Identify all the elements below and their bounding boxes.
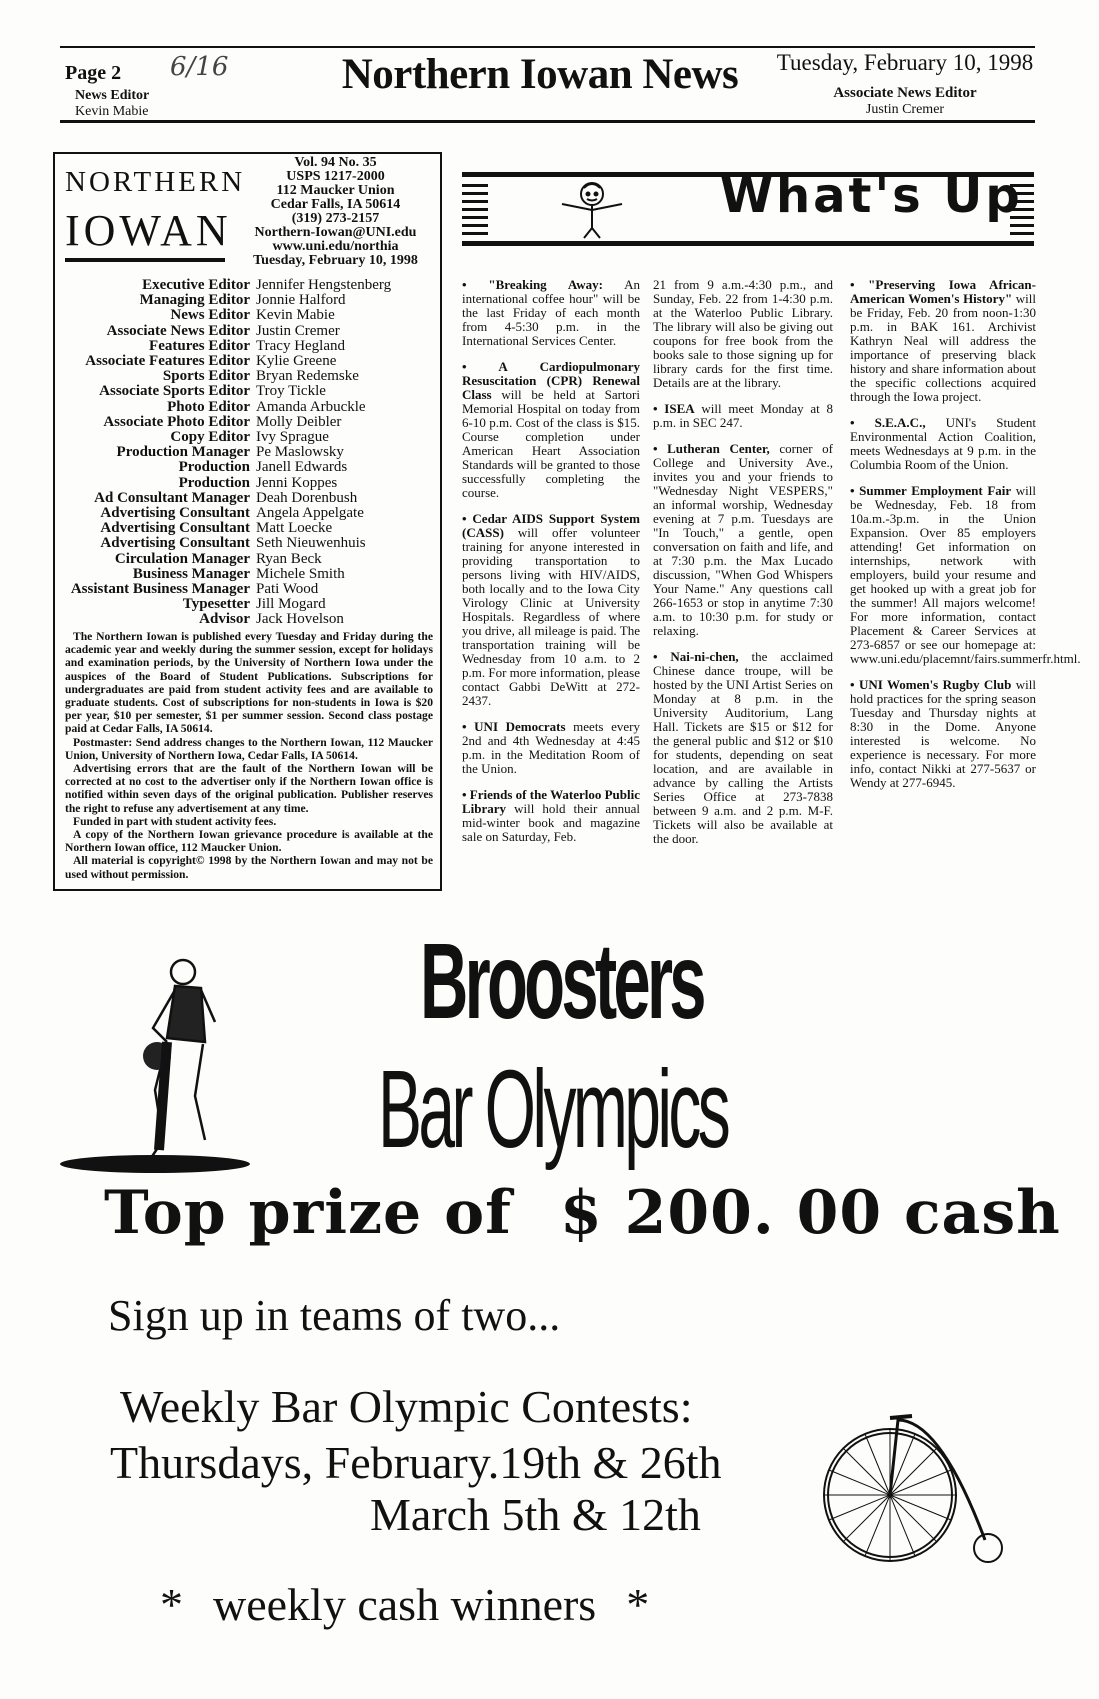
staff-role: Circulation Manager xyxy=(114,550,250,567)
staff-row xyxy=(60,369,435,384)
whats-up-column-1 xyxy=(462,278,640,856)
announcement-heading: • UNI Democrats xyxy=(462,719,566,734)
ad-winners xyxy=(160,1578,649,1631)
pub-line: USPS 1217-2000 xyxy=(286,169,385,184)
staff-name: Matt Loecke xyxy=(256,520,333,537)
announcement-text: meets every 2nd and 4th Wednesday at 4:45 p.m. in the Meditation Room of the Union. xyxy=(462,719,640,776)
staff-role: Production xyxy=(178,459,250,476)
pub-line: www.uni.edu/northia xyxy=(272,239,399,254)
staff-row xyxy=(60,384,435,399)
announcement-text: will be Wednesday, Feb. 18 from 10a.m.-3p.m. in the Union Expansion. Over 85 employers attending! Get information on internships, network with employers, build your resume and get hooked up with a great job for the summer! All majors welcome! For more information, contact Placement & Career Services at 273-6857 or see our homepage at: www.uni.edu/placemnt/fairs.summerfr.html. xyxy=(850,483,1081,666)
staff-name: Ivy Sprague xyxy=(256,429,329,446)
ad-title-bar-olympics: Bar Olympics xyxy=(378,1048,728,1171)
staff-row xyxy=(60,552,435,567)
staff-name: Jennifer Hengstenberg xyxy=(256,277,392,293)
notice-paragraph: A copy of the Northern Iowan grievance procedure is available at the Northern Iowan office, 112 Maucker Union. xyxy=(65,828,433,855)
page-title: Northern Iowan News xyxy=(341,51,739,98)
staff-name: Molly Deibler xyxy=(256,413,342,430)
handwritten-note: 6/16 xyxy=(170,52,229,82)
assoc-editor-name: Justin Cremer xyxy=(865,102,945,117)
staff-role: Typesetter xyxy=(182,596,250,613)
announcement-item xyxy=(462,278,640,348)
staff-row xyxy=(60,445,435,460)
publication-notice xyxy=(65,630,433,881)
staff-name: Janell Edwards xyxy=(256,459,348,476)
staff-role: Production Manager xyxy=(116,444,250,461)
pub-line: Northern-Iowan@UNI.edu xyxy=(254,225,417,240)
whats-up-column-3 xyxy=(850,277,1081,802)
staff-role: Advertising Consultant xyxy=(100,535,250,552)
announcement-item xyxy=(850,678,1036,790)
logo-iowan: IOWAN xyxy=(65,206,232,255)
staff-role: Photo Editor xyxy=(167,398,250,415)
staff-role: Executive Editor xyxy=(142,277,250,293)
star-left: * xyxy=(160,1579,183,1630)
news-editor-name: Kevin Mabie xyxy=(75,104,149,119)
announcement-heading: • A Cardiopulmonary Resuscitation (CPR) Renewal Class xyxy=(462,359,640,402)
pub-line: 112 Maucker Union xyxy=(276,183,395,198)
staff-name: Justin Cremer xyxy=(256,322,340,339)
announcement-item xyxy=(653,442,833,638)
staff-name: Kevin Mabie xyxy=(256,307,335,324)
staff-role: Features Editor xyxy=(149,337,250,354)
staff-name: Jack Hovelson xyxy=(256,611,344,628)
announcement-heading: • Nai-ni-chen, xyxy=(653,649,739,664)
staff-role: Production xyxy=(178,474,250,491)
ad-signup: Sign up in teams of two... xyxy=(108,1291,561,1340)
staff-row xyxy=(60,354,435,369)
announcement-item xyxy=(462,512,640,708)
staff-name: Jonnie Halford xyxy=(256,292,346,309)
staff-role: Associate News Editor xyxy=(106,322,250,339)
staff-name: Jill Mogard xyxy=(256,596,326,613)
announcement-heading: • Cedar AIDS Support System (CASS) xyxy=(462,511,640,540)
basketball-player-illustration xyxy=(55,950,265,1175)
staff-row xyxy=(60,293,435,308)
announcement-heading: • "Preserving Iowa African-American Women's History" xyxy=(850,277,1036,306)
notice-paragraph: Advertising errors that are the fault of the Northern Iowan will be corrected at no cost to the advertiser only if the Northern Iowan office is notified within seven days of the original publication. Publisher reserves the right to refuse any advertisement at any time. xyxy=(65,762,433,815)
announcement-item xyxy=(850,278,1036,404)
staff-name: Deah Dorenbush xyxy=(256,489,358,506)
announcement-heading: • Summer Employment Fair xyxy=(850,483,1012,498)
pub-line: Vol. 94 No. 35 xyxy=(294,155,377,170)
notice-paragraph: Postmaster: Send address changes to the Northern Iowan, 112 Maucker Union, University of Northern Iowa, Cedar Falls, IA 50614. xyxy=(65,735,433,762)
assoc-editor-label: Associate News Editor xyxy=(833,85,977,101)
staff-role: Copy Editor xyxy=(170,429,250,446)
staff-row xyxy=(60,506,435,521)
staff-row xyxy=(60,521,435,536)
pub-line: (319) 273-2157 xyxy=(291,211,380,226)
staff-row xyxy=(60,339,435,354)
staff-role: Advertising Consultant xyxy=(100,505,250,522)
staff-role: Advisor xyxy=(199,611,250,628)
ad-contests: Weekly Bar Olympic Contests: xyxy=(120,1381,693,1432)
header-rule xyxy=(60,120,1035,123)
announcement-heading: • Friends of the Waterloo Public Library xyxy=(462,787,640,816)
staff-row xyxy=(60,597,435,612)
ad-prize xyxy=(104,1178,1061,1248)
staff-name: Kylie Greene xyxy=(256,353,337,370)
cartoon-figure-icon xyxy=(562,183,622,238)
ad-prize-amount: $ 200. 00 cash xyxy=(559,1178,1061,1248)
announcement-item xyxy=(653,278,833,390)
staff-row xyxy=(60,582,435,597)
announcement-text: An international coffee hour" will be the last Friday of each month from 4-5:30 p.m. in the International Services Center. xyxy=(462,277,640,348)
penny-farthing-bicycle-illustration xyxy=(820,1390,1020,1580)
staff-role: Managing Editor xyxy=(139,292,250,309)
announcement-text: will be Friday, Feb. 20 from noon-1:30 p.m. in BAK 161. Archivist Kathryn Neal will address the importance of preserving black history and share information about the specific collections acquired through the Iowa project. xyxy=(850,291,1036,404)
staff-name: Amanda Arbuckle xyxy=(256,398,366,415)
issue-date: Tuesday, February 10, 1998 xyxy=(776,50,1034,75)
staff-name: Michele Smith xyxy=(256,565,345,582)
logo-bar xyxy=(65,258,225,262)
staff-name: Pati Wood xyxy=(256,581,319,598)
staff-row xyxy=(60,476,435,491)
staff-role: Ad Consultant Manager xyxy=(94,489,250,506)
staff-row xyxy=(60,460,435,475)
whats-up-title: What's Up xyxy=(720,168,1023,224)
whats-up-column-2 xyxy=(653,278,833,858)
staff-row xyxy=(60,415,435,430)
staff-role: Advertising Consultant xyxy=(100,520,250,537)
pub-line: Tuesday, February 10, 1998 xyxy=(253,253,418,268)
staff-name: Tracy Hegland xyxy=(256,337,346,354)
announcement-text: 21 from 9 a.m.-4:30 p.m., and Sunday, Feb. 22 from 1-4:30 p.m. at the Waterloo Public Library. The library will also be giving out coupons for free book from the books sale to those signing up for library cards for the first time. Details are at the library. xyxy=(653,277,833,390)
staff-row xyxy=(60,324,435,339)
announcement-text: will offer volunteer training for anyone interested in providing transportation to persons living with HIV/AIDS, both locally and to the Iowa City Virology Clinic at University Hospitals. Regardless of where you drive, all mileage is paid. The transportation training will be Wednesday from 10 a.m. to 2 p.m. For more information, please contact Gabbi DeWitt at 272-2437. xyxy=(462,525,640,708)
staff-row xyxy=(60,400,435,415)
staff-name: Pe Maslowsky xyxy=(256,444,344,461)
announcement-text: will hold their annual mid-winter book and magazine sale on Saturday, Feb. xyxy=(462,801,640,844)
staff-row xyxy=(60,491,435,506)
announcement-text: corner of College and University Ave., invites you and your friends to "Wednesday Night VESPERS," an informal worship, Wednesday evening at 7 p.m. Tuesdays are "In Touch," a gentle, open conversation on faith and life, and at 7:30 p.m. the Max Lucado discussion, "When God Whispers Your Name." Any questions call 266-1653 or stop in anytime 7:30 a.m. to 10:30 p.m. for study or relaxing. xyxy=(653,441,833,638)
announcement-heading: • UNI Women's Rugby Club xyxy=(850,677,1012,692)
staff-role: Assistant Business Manager xyxy=(70,581,250,598)
staff-row xyxy=(60,308,435,323)
publication-info xyxy=(238,156,433,268)
staff-row xyxy=(60,278,435,293)
notice-paragraph: Funded in part with student activity fees. xyxy=(73,814,277,828)
announcement-item xyxy=(462,788,640,844)
announcement-text: the acclaimed Chinese dance troupe, will be hosted by the UNI Artist Series on Monday at 8 p.m. in the University Auditorium, Lang Hall. Tickets are $15 or $12 for the general public and $12 or $10 for students, depending on seat location, and are available in advance by calling the Artists Series Office at 273-7838 between 9 a.m. and 2 p.m. M-F. Tickets will also be available at the door. xyxy=(653,649,833,846)
staff-role: Associate Features Editor xyxy=(85,353,250,370)
announcement-heading: • S.E.A.C., xyxy=(850,415,926,430)
announcement-item xyxy=(653,402,833,430)
page-number: Page 2 xyxy=(65,62,122,84)
star-right: * xyxy=(626,1579,650,1630)
announcement-text: UNI's Student Environmental Action Coalition, meets Wednesdays at 9 p.m. in the Columbia Room of the Union. xyxy=(850,415,1036,472)
pub-line: Cedar Falls, IA 50614 xyxy=(270,197,401,212)
announcement-item xyxy=(850,416,1036,472)
staff-list xyxy=(60,278,435,628)
top-rule xyxy=(60,46,1035,48)
logo-northern: NORTHERN xyxy=(65,166,246,198)
announcement-heading: • ISEA xyxy=(653,401,695,416)
staff-row xyxy=(60,536,435,551)
staff-name: Troy Tickle xyxy=(256,383,326,400)
announcement-item xyxy=(462,720,640,776)
news-editor-label: News Editor xyxy=(75,88,150,103)
announcement-text: will be held at Sartori Memorial Hospital on today from 6-10 p.m. Cost of the class is $15. Course completion under American Heart Association Standards will be granted to those successfully completing the course. xyxy=(462,387,640,500)
staff-role: News Editor xyxy=(170,307,250,324)
notice-paragraph: The Northern Iowan is published every Tuesday and Friday during the academic year and weekly during the summer session, except for holidays and examination periods, by the University of Northern Iowa under the auspices of the Board of Student Publications. Subscriptions for undergraduates are paid from student activity fees and are available to graduate students. Cost of subscriptions for non-students in Iowa is $20 per year, $10 per semester, $1 per summer session. Second class postage paid at Cedar Falls, IA 50614. xyxy=(65,630,433,736)
ad-dates-march: March 5th & 12th xyxy=(370,1489,701,1540)
ad-title-broosters: Broosters xyxy=(420,920,703,1041)
staff-role: Sports Editor xyxy=(162,368,250,385)
announcement-text: will hold practices for the spring season Tuesday and Thursday nights at 8:30 in the Dome. Anyone interested is welcome. No experience is necessary. For more info, contact Nikki at 277-5637 or Wendy at 277-6945. xyxy=(850,677,1036,790)
ad-dates-february: Thursdays, February.19th & 26th xyxy=(110,1437,722,1488)
ad-prize-label: Top prize of xyxy=(104,1178,512,1248)
announcement-item xyxy=(462,360,640,500)
staff-role: Business Manager xyxy=(132,565,250,582)
staff-role: Associate Photo Editor xyxy=(103,413,250,430)
announcement-text: will meet Monday at 8 p.m. in SEC 247. xyxy=(653,401,833,430)
announcement-heading: • Lutheran Center, xyxy=(653,441,770,456)
staff-row xyxy=(60,612,435,627)
announcement-item xyxy=(653,650,833,846)
staff-name: Angela Appelgate xyxy=(256,505,364,522)
staff-role: Associate Sports Editor xyxy=(99,383,250,400)
staff-name: Bryan Redemske xyxy=(256,368,359,385)
staff-row xyxy=(60,430,435,445)
notice-paragraph: All material is copyright© 1998 by the Northern Iowan and may not be used without permission. xyxy=(65,854,433,881)
staff-name: Seth Nieuwenhuis xyxy=(256,535,366,552)
ad-winners-text: weekly cash winners xyxy=(213,1579,597,1630)
announcement-item xyxy=(850,483,1081,666)
staff-row xyxy=(60,567,435,582)
announcement-heading: • "Breaking Away: xyxy=(462,277,603,292)
staff-name: Ryan Beck xyxy=(256,550,322,567)
staff-name: Jenni Koppes xyxy=(256,474,338,491)
